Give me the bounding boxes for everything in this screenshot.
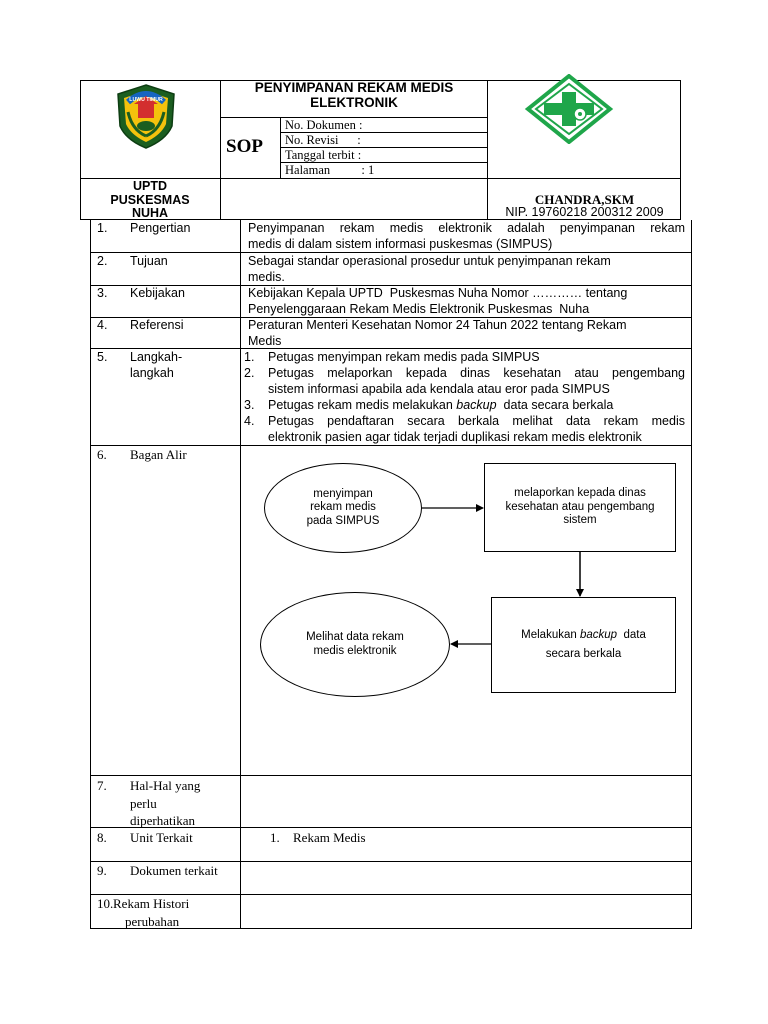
row-number: 1. [97, 221, 108, 235]
svg-text:LUWU TIMUR: LUWU TIMUR [129, 97, 163, 103]
node-text: data [617, 629, 646, 641]
row-number: 8. [97, 830, 107, 845]
node-line: secara berkala [545, 648, 622, 660]
row-number: 5. [97, 350, 108, 364]
step-line: elektronik pasien agar tidak terjadi duplikasi rekam medis elektronik [268, 430, 642, 444]
row-label: Referensi [130, 318, 184, 332]
row-label: Unit Terkait [130, 830, 193, 845]
label-line: Langkah- [130, 350, 183, 364]
title-line: PENYIMPANAN REKAM MEDIS [254, 80, 454, 95]
row-number: 7. [97, 778, 107, 793]
signer-name: CHANDRA,SKM [534, 192, 635, 207]
row-number: 4. [97, 318, 108, 332]
unit-line: NUHA [131, 206, 169, 220]
unit-line: UPTD [132, 179, 168, 193]
label-line: diperhatikan [130, 813, 195, 828]
step-line: Petugas pendaftaran secara berkala melihat data rekam medis [268, 414, 685, 428]
step-number: 2. [244, 366, 255, 380]
node-text: Melakukan [521, 629, 580, 641]
step-text: Petugas rekam medis melakukan [268, 398, 457, 412]
row-label: Kebijakan [130, 286, 185, 300]
row-number: 6. [97, 447, 107, 462]
content-line: Peraturan Menteri Kesehatan Nomor 24 Tahun 2022 tentang Rekam [248, 318, 627, 332]
label-line: perubahan [125, 913, 180, 929]
node-line: kesehatan atau pengembang [505, 500, 655, 513]
content-line: Sebagai standar operasional prosedur untuk penyimpanan rekam [248, 254, 611, 268]
content-line: medis. [248, 270, 285, 284]
label-line: Hal-Hal yang [130, 778, 201, 793]
content-line: medis di dalam sistem informasi puskesmas (SIMPUS) [248, 237, 553, 251]
row-number: 9. [97, 863, 107, 878]
step-line: Petugas menyimpan rekam medis pada SIMPUS [268, 350, 540, 364]
label-line: perlu [130, 795, 157, 811]
label-line: langkah [130, 366, 174, 380]
content-line: Kebijakan Kepala UPTD Puskesmas Nuha Nomor ………… tentang [248, 286, 628, 300]
node-line: Melihat data rekam [306, 631, 404, 643]
item-number: 1. [270, 830, 280, 845]
row-number: 10. [97, 896, 114, 911]
item-text: Rekam Medis [293, 830, 366, 845]
node-line: rekam medis [310, 501, 376, 514]
step-number: 3. [244, 398, 255, 412]
step-emphasis: backup [456, 398, 497, 412]
page-label: Halaman : 1 [285, 163, 375, 177]
row-label: Pengertian [130, 221, 191, 235]
node-emphasis: backup [579, 629, 618, 641]
step-number: 1. [244, 350, 255, 364]
row-label: Bagan Alir [130, 447, 187, 462]
label-line: Rekam Histori [113, 896, 190, 911]
signer-nip: NIP. 19760218 200312 2009 [505, 205, 664, 219]
row-label: Dokumen terkait [130, 863, 218, 878]
row-number: 3. [97, 286, 108, 300]
revision-label: No. Revisi : [285, 133, 361, 147]
node-line: menyimpan [313, 487, 373, 500]
sop-label: SOP [226, 136, 263, 157]
row-label [111, 895, 189, 930]
row-label [130, 777, 200, 830]
step-line: sistem informasi apabila ada kendala atau eror pada SIMPUS [268, 382, 610, 396]
doc-number-label: No. Dokumen : [285, 118, 363, 132]
step-line: Petugas melaporkan kepada dinas kesehatan atau pengembang [268, 366, 685, 380]
content-line: Medis [248, 334, 282, 348]
related-unit-item [270, 829, 366, 846]
issue-date-label: Tanggal terbit : [285, 148, 362, 162]
row-number: 2. [97, 254, 108, 268]
unit-line: PUSKESMAS [110, 192, 190, 207]
node-line: pada SIMPUS [306, 514, 380, 527]
node-line: sistem [563, 514, 597, 527]
node-line: medis elektronik [313, 644, 397, 657]
row-label: Tujuan [130, 254, 168, 268]
node-line: melaporkan kepada dinas [514, 487, 646, 500]
step-number: 4. [244, 414, 255, 428]
content-line: Penyelenggaraan Rekam Medis Elektronik Puskesmas Nuha [248, 302, 590, 316]
content-line: Penyimpanan rekam medis elektronik adalah penyimpanan rekam [248, 221, 685, 235]
title-line: ELEKTRONIK [310, 95, 398, 110]
step-text: data secara berkala [496, 398, 614, 412]
